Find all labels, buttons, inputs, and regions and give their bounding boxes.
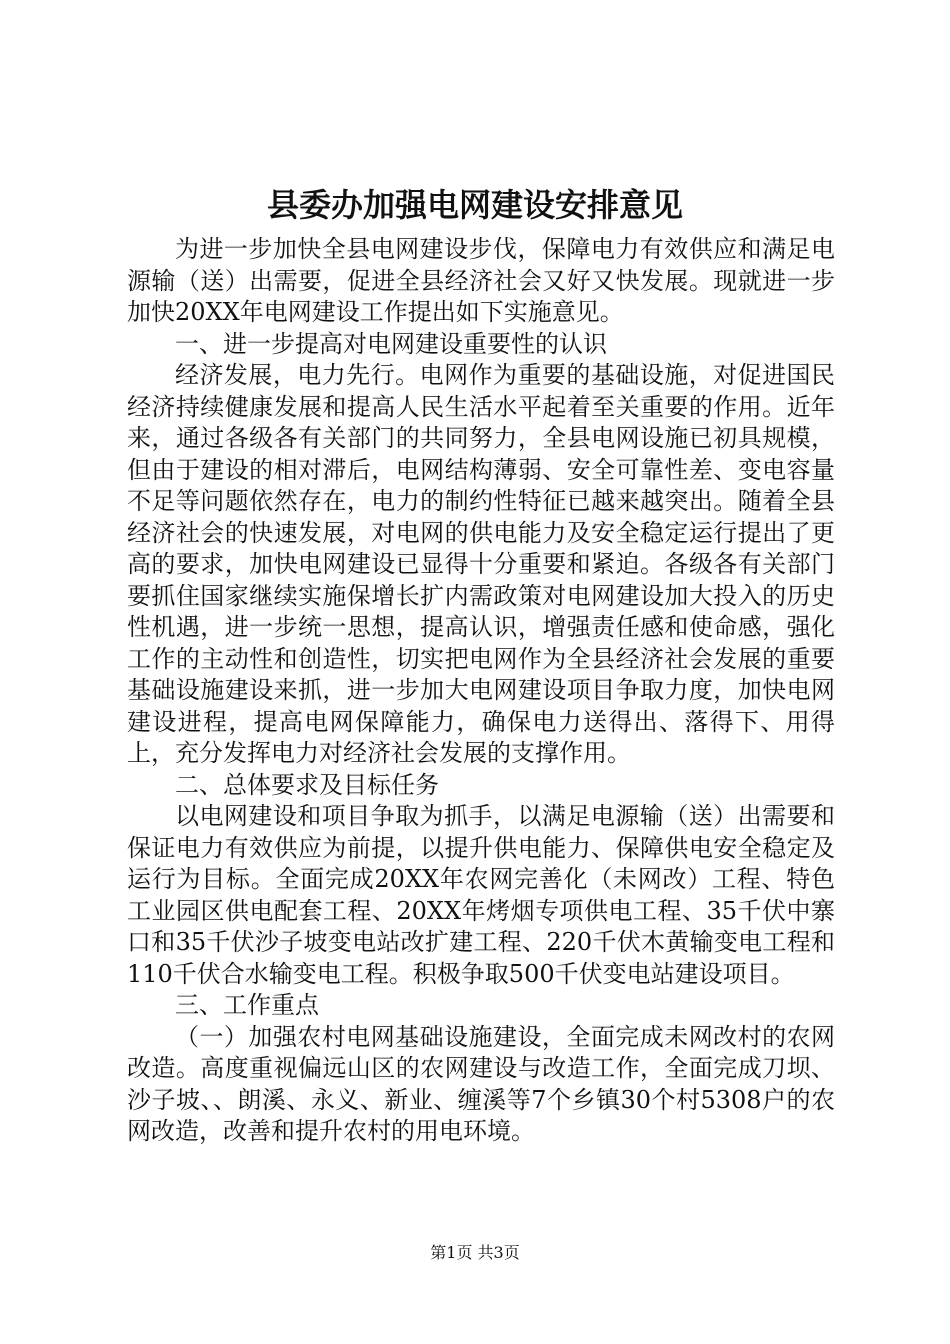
intro-paragraph: 为进一步加快全县电网建设步伐，保障电力有效供应和满足电源输（送）出需要，促进全县经济社会又好又快发展。现就进一步加快20XX年电网建设工作提出如下实施意见。: [127, 235, 835, 326]
section-2-paragraph: 以电网建设和项目争取为抓手，以满足电源输（送）出需要和保证电力有效供应为前提，以提升供电能力、保障供电安全稳定及运行为目标。全面完成20XX年农网完善化（未网改）工程、特色工业园区供电配套工程、20XX年烤烟专项供电工程、35千伏中寨口和35千伏沙子坡变电站改扩建工程、220千伏木黄输变电工程和110千伏合水输变电工程。积极争取500千伏变电站建设项目。: [127, 802, 835, 988]
section-1-paragraph: 经济发展，电力先行。电网作为重要的基础设施，对促进国民经济持续健康发展和提高人民生活水平起着至关重要的作用。近年来，通过各级各有关部门的共同努力，全县电网设施已初具规模，但由于建设的相对滞后，电网结构薄弱、安全可靠性差、变电容量不足等问题依然存在，电力的制约性特征已越来越突出。随着全县经济社会的快速发展，对电网的供电能力及安全稳定运行提出了更高的要求，加快电网建设已显得十分重要和紧迫。各级各有关部门要抓住国家继续实施保增长扩内需政策对电网建设加大投入的历史性机遇，进一步统一思想，提高认识，增强责任感和使命感，强化工作的主动性和创造性，切实把电网作为全县经济社会发展的重要基础设施建设来抓，进一步加大电网建设项目争取力度，加快电网建设进程，提高电网保障能力，确保电力送得出、落得下、用得上，充分发挥电力对经济社会发展的支撑作用。: [127, 361, 835, 767]
section-heading-1: 一、进一步提高对电网建设重要性的认识: [175, 329, 607, 358]
page-footer: 第1页 共3页: [430, 1243, 520, 1262]
document-title: 县委办加强电网建设安排意见: [266, 186, 683, 224]
document-body: [127, 234, 835, 1148]
section-3-paragraph: （一）加强农村电网基础设施建设，全面完成未网改村的农网改造。高度重视偏远山区的农网建设与改造工作，全面完成刀坝、沙子坡、、朗溪、永义、新业、缠溪等7个乡镇30个村5308户的农网改造，改善和提升农村的用电环境。: [127, 1022, 835, 1145]
section-heading-3: 三、工作重点: [175, 991, 319, 1019]
section-heading-2: 二、总体要求及目标任务: [175, 770, 439, 799]
